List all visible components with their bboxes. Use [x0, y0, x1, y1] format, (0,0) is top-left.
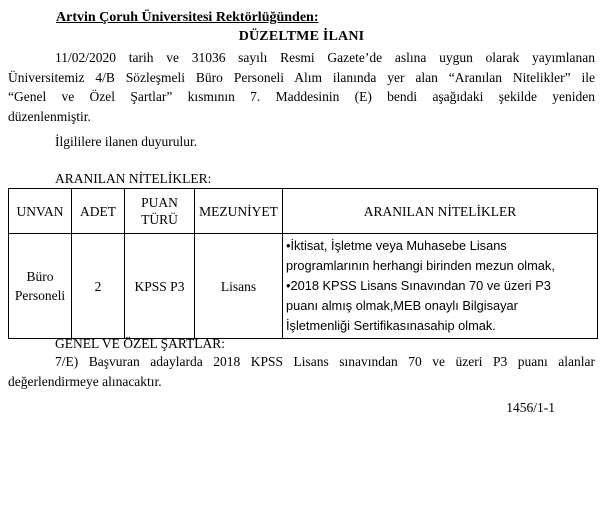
requirements-label: ARANILAN NİTELİKLER: [55, 171, 212, 186]
nitelik-line: •2018 KPSS Lisans Sınavından 70 ve üzeri P3 [286, 278, 551, 293]
intro-line: 11/02/2020 tarih ve 31036 sayılı Resmi Gazete’de aslına uygun olarak yayımlanan [55, 50, 595, 65]
table-header-row [9, 189, 598, 234]
notice-title: DÜZELTME İLANI [238, 29, 365, 44]
header-turu-line: TÜRÜ [141, 212, 178, 227]
conditions-label: GENEL VE ÖZEL ŞARTLAR: [55, 336, 226, 351]
issuer-heading: Artvin Çoruh Üniversitesi Rektörlüğünden: [56, 10, 319, 25]
table-row [9, 234, 598, 339]
nitelik-line: programlarının herhangi birinden mezun olmak, [286, 258, 555, 273]
intro-line: düzenlenmiştir. [8, 108, 91, 124]
cell-nitelikler [283, 234, 598, 339]
header-puan-turu [125, 189, 195, 234]
cell-adet: 2 [72, 234, 125, 339]
unvan-line: Personeli [14, 288, 66, 303]
intro-line: “Genel ve Özel Şartlar” kısmının 7. Maddesinin (E) bendi aşağıdaki şekilde yeniden [8, 89, 595, 104]
header-adet: ADET [72, 189, 125, 234]
cell-mezuniyet: Lisans [195, 234, 283, 339]
cell-puan: KPSS P3 [125, 234, 195, 339]
intro-line: Üniversitemiz 4/B Sözleşmeli Büro Personeli Alım ilanında yer alan “Aranılan Nitelikler” ile [8, 69, 595, 85]
header-puan-line: PUAN [141, 195, 178, 210]
reference-number: 1456/1-1 [506, 400, 555, 415]
condition-line: değerlendirmeye alınacaktır. [8, 373, 162, 389]
condition-paragraph [8, 352, 595, 391]
nitelik-line: puanı almış olmak,MEB onaylı Bilgisayar [286, 298, 518, 313]
cell-unvan [9, 234, 72, 339]
unvan-line: Büro [26, 269, 54, 284]
condition-line: 7/E) Başvuran adaylarda 2018 KPSS Lisans sınavından 70 ve üzeri P3 puanı alanlar [55, 354, 595, 369]
requirements-table [8, 188, 598, 339]
header-mezuniyet: MEZUNİYET [195, 189, 283, 234]
announcement-sentence: İlgililere ilanen duyurulur. [55, 134, 198, 149]
nitelik-line: •İktisat, İşletme veya Muhasebe Lisans [286, 238, 507, 253]
nitelik-line: İşletmenliği Sertifikasınasahip olmak. [286, 318, 496, 333]
header-nitelikler: ARANILAN NİTELİKLER [283, 189, 598, 234]
header-unvan: UNVAN [9, 189, 72, 234]
intro-paragraph [8, 48, 595, 126]
